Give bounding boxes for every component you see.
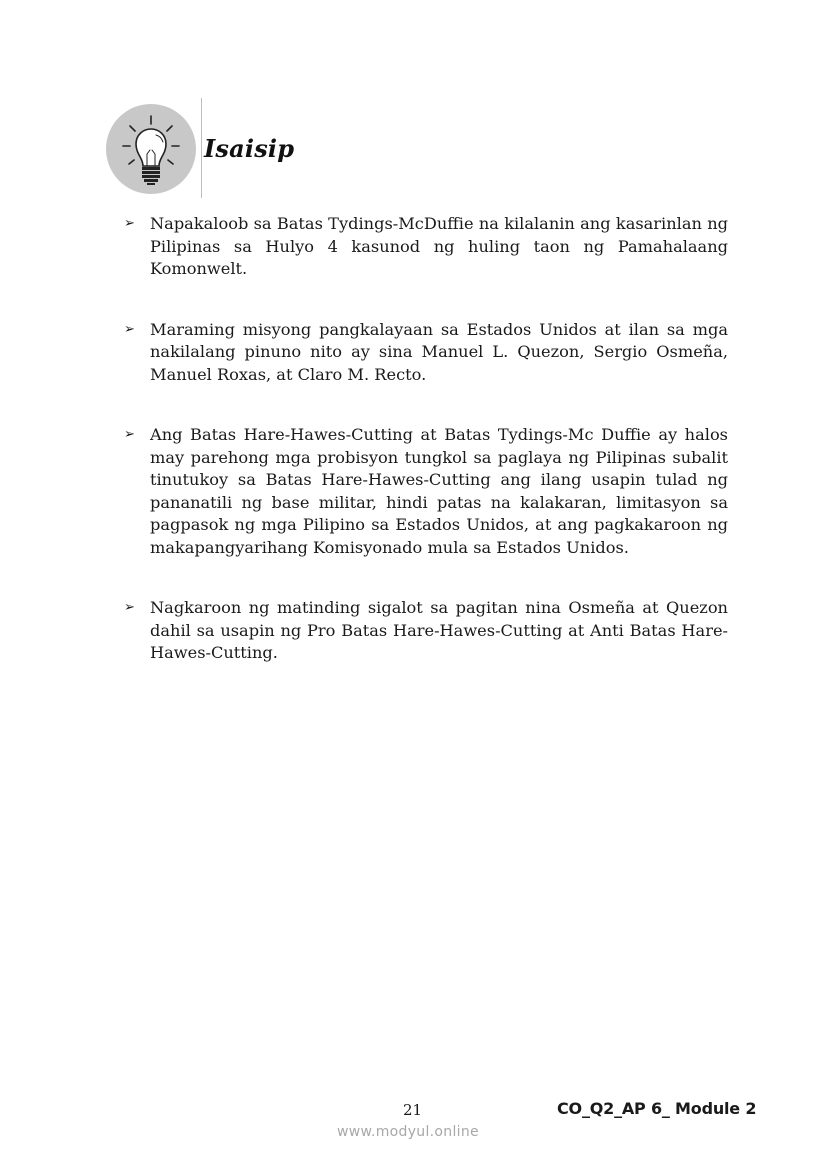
list-item-text: Nagkaroon ng matinding sigalot sa pagitan nina Osmeña at Quezon dahil sa usapin ng Pro Batas Hare-Hawes-Cutting at Anti Batas Hare-Hawes-Cutting. (150, 598, 728, 662)
header-divider (201, 98, 202, 198)
list-item (124, 597, 728, 665)
arrow-bullet-icon: ➢ (124, 600, 135, 615)
lightbulb-icon (106, 104, 196, 194)
module-code: CO_Q2_AP 6_ Module 2 (557, 1099, 757, 1118)
section-header (100, 98, 340, 202)
watermark: www.modyul.online (337, 1124, 479, 1140)
list-item (124, 213, 728, 281)
list-item-text: Ang Batas Hare-Hawes-Cutting at Batas Tydings-Mc Duffie ay halos may parehong mga probisyon tungkol sa paglaya ng Pilipinas subalit tinutukoy sa Batas Hare-Hawes-Cutting ang ilang usapin tulad ng pananatili ng base militar, hindi patas na kalakaran, limitasyon sa pagpasok ng mga Pilipino sa Estados Unidos, at ang pagkakaroon ng makapangyarihang Komisyonado mula sa Estados Unidos. (150, 425, 728, 557)
arrow-bullet-icon: ➢ (124, 427, 135, 442)
arrow-bullet-icon: ➢ (124, 321, 135, 337)
list-item-text: Maraming misyong pangkalayaan sa Estados Unidos at ilan sa mga nakilalang pinuno nito ay sina Manuel L. Quezon, Sergio Osmeña, Manuel Roxas, at Claro M. Recto. (150, 319, 728, 384)
list-item (124, 424, 728, 559)
section-title: Isaisip (204, 134, 295, 163)
list-item (124, 319, 728, 387)
page-number: 21 (403, 1101, 423, 1119)
summary-list (124, 213, 728, 665)
list-item-text: Napakaloob sa Batas Tydings-McDuffie na kilalanin ang kasarinlan ng Pilipinas sa Hulyo 4 kasunod ng huling taon ng Pamahalaang Komonwelt. (150, 214, 728, 278)
arrow-bullet-icon: ➢ (124, 216, 135, 231)
